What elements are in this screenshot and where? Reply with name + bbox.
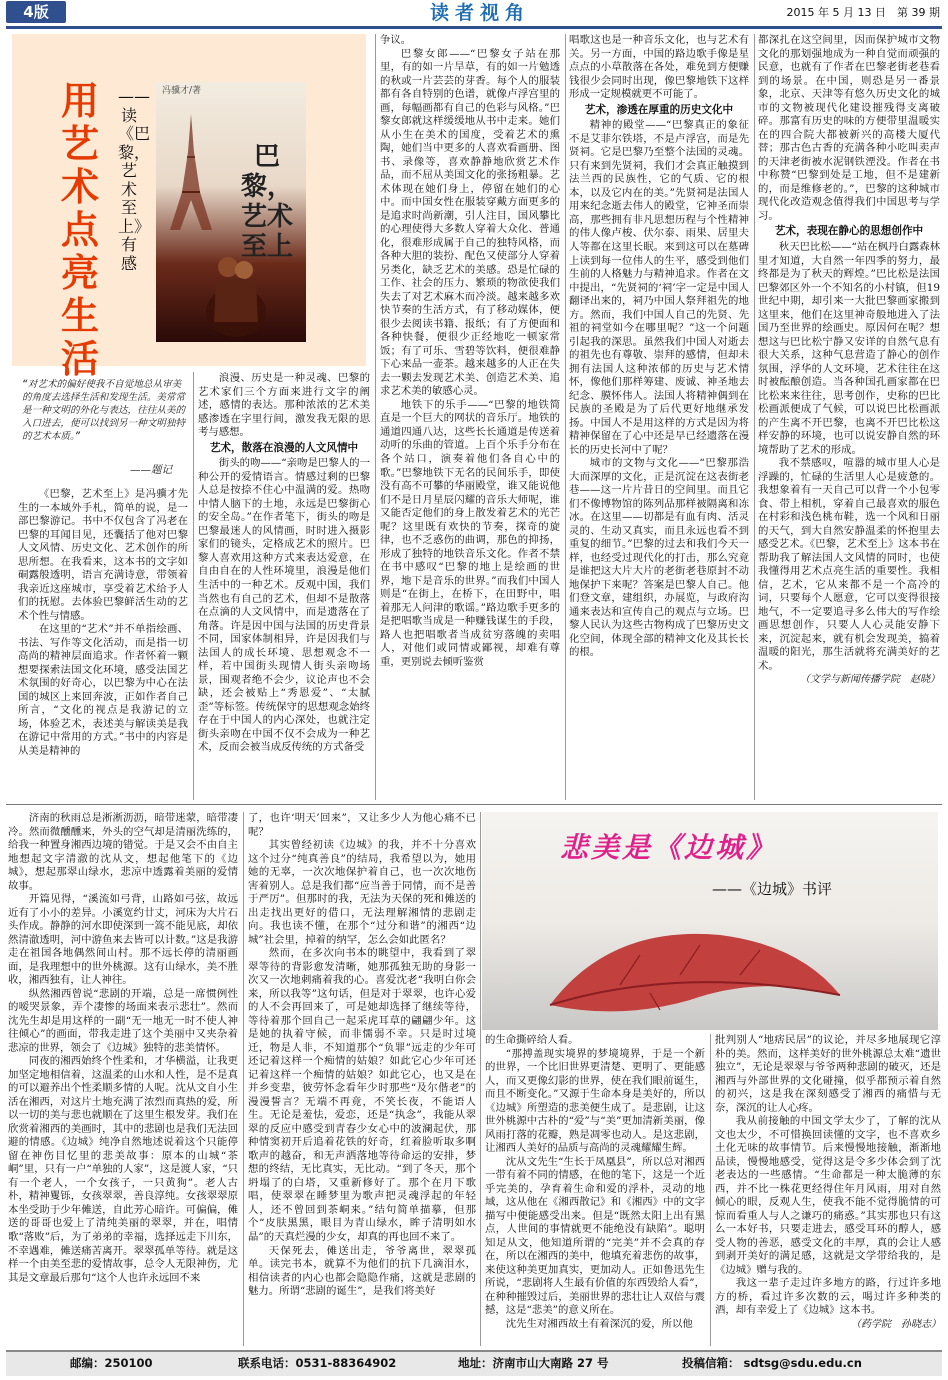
article2-column-3 xyxy=(485,1034,705,1346)
issue-date: 2015 年 5 月 13 日 第 39 期 xyxy=(786,6,940,19)
article2-column-2 xyxy=(248,812,476,1346)
article-separator xyxy=(6,804,942,805)
paragraph: 济南的秋雨总是淅淅沥沥，暗带迷蒙，暗带凄冷。然而微醺醺来，外头的空气却是清丽洗练的，给我一种置身湘西边境的错觉。于是又会不由自主地想起文字清澈的沈从文，想起他笔下的《边城》，想起那翠山绿水，悲凉中透露着美丽的爱情故事。 xyxy=(8,812,238,892)
paragraph: 城市的文物与文化——“巴黎那浩大而深厚的文化，正是沉淀在这表街老巷——这一片片昔日的空间里。而且它们不像博物馆的陈列品那样被隔离和冻冰。在这里——切都是有血有肉、活灵灵的、生动又真实，而且永远也看不到重复的细节。”巴黎的过去和我们今天一样，也经受过现代化的打击，那么究竟是谁把这大片大片的老街老巷原封不动地保护下来呢？答案是巴黎人自己。他们登文章，建组织，办展览，与政府沟通来表达和宣传自己的观点与立场。巴黎人民认为这些古物构成了巴黎历史文化空间，体现全部的精神文化及其长长的根。 xyxy=(569,457,749,659)
article2-title: 悲美是《边城》 xyxy=(560,831,778,864)
article1-column-4 xyxy=(569,34,749,800)
paragraph: 的生命撕碎给人看。 xyxy=(485,1034,579,1046)
article2-signature: （药学院 孙晓志） xyxy=(851,1318,941,1330)
page-number-badge: 4版 xyxy=(6,1,66,23)
article1-title: 用艺术点亮生活 xyxy=(60,79,99,381)
footer-address: 地址：济南市山大南路 27 号 xyxy=(458,1356,609,1370)
book-cover-author: 冯骥才/著 xyxy=(162,86,202,96)
epigraph-quote: “对艺术的偏好使我不自觉地总从审美的角度去选择生活和发现生活。美常常是一种文明的外化与表达，往往从美的入口进去，便可以找到另一种文明独特的艺术本质。” xyxy=(22,379,186,442)
footer-postcode: 邮编：250100 xyxy=(70,1356,153,1370)
paragraph: 开篇见得，“溪流如弓背，山路如弓弦，故远近有了小小的差异。小溪宽约廿丈，河床为大片石头作成。静静的河水即使深到一篙不能见底，却依然清澈透明，河中游鱼来去皆可以计数。”这是我游走在祖国各地偶然间山村。那不远长停的清丽画面，是我理想中的世外桃源。这有山绿水，美不胜收，湘西独有，让人神往。 xyxy=(8,893,238,987)
column-divider xyxy=(243,812,244,1346)
column-divider xyxy=(754,34,755,800)
paragraph: “那搏盖现实境界的梦境境界，于是一个新的世界，一个比旧世界更清楚、更明了、更能感人，而又更像幻影的世界，使在我们眼前诞生，而且不断变化。”又源于生命本身是美好的，所以《边城》所塑造的悲美便生成了。是悲剧，让这世外桃源中古朴的“爱”与“美”更加清新美丽，像风雨打落的花瓣，熟是凋零也动人。是这悲剧，让湘西人美好的品质与高尚的灵魂耀耀生辉。 xyxy=(485,1047,705,1155)
paragraph: 精神的殿堂——“巴黎真正的象征不是艾菲尔铁塔，不是卢浮宫，而是先贤祠。它是巴黎乃至整个法国的灵魂。只有来到先贤祠，我们才会真正触摸到法兰西的民族性，它的气质、它的根本，以及它内在的美。”先贤祠是法国人用来纪念逝去伟人的殿堂，它神圣而崇高，那些拥有非凡思想历程与个性精神的伟人像卢梭、伏尔泰、雨果、居里夫人等都在这里长眠。来到这可以在墓碑上读到每一位伟人的生平，感受到他们生前的人格魅力与精神追求。作者在文中提出，“先贤祠的‘祠’字一定是中国人翻译出来的，祠乃中国人祭拜祖先的地方。然而，我们中国人自己的先贤、先祖的祠堂如今在哪里呢？”这一个问题引起我的深思。虽然我们中国人对逝去的祖先也有尊敬、崇拜的感情，但却未拥有法国人这种浓郁的历史与艺术情怀，像他们那样筹建、废诚、神圣地去纪念、膜怀伟人。法国人将精神偶到在民族的圣殿是为了后代更好地继承发扬。中国人不是用这样的方式是因为将精神保留在了心中还是早已经遗落在漫长的历史长河中了呢？ xyxy=(569,119,749,456)
article2-subtitle: ——《边城》书评 xyxy=(712,880,833,898)
paragraph: 批判别人“地痞民居”的议论，并尽多地展现它淳朴的美。然而，这样美好的世外桃源总太难“遗世独立”，无论是翠翠与爷爷两种悲剧的破灭，还是湘西与外部世界的文化碰撞，似乎都预示着自然的初兴，这是我在深刻感受了湘西的痛惜与无奈，深沉的让人心疼。 xyxy=(715,1034,941,1114)
article1-signature: （文学与新闻传播学院 赵晓） xyxy=(800,674,940,686)
column-divider xyxy=(375,34,376,800)
paragraph: 沈先生对湘西故土有着深沉的爱，所以他 xyxy=(505,1317,693,1330)
article1-column-2 xyxy=(198,372,370,800)
book-cover-title: 巴黎，艺术至上 xyxy=(240,142,293,262)
paragraph: 了，也许‘明天’回来”，又让多少人为他心痛不已呢？ xyxy=(248,812,476,838)
paragraph: 我这一辈子走过许多地方的路，行过许多地方的桥，看过许多次数的云，喝过许多种类的酒，却有幸爱上了《边城》这本书。 xyxy=(715,1277,941,1317)
paragraph: 同夜的湘西始终个性柔和，才华横溢，让我更加坚定地相信着，这温柔的山水和人性，是不是真的可以避养出个性柔顺多情的人呢。沈从文自小生活在湘西，对这片土地充满了浓烈而真热的爱，所以一切的美与悲也就顺在了这里生根发芽。我们在欣赏着湘西的美画时，其中的悲剧也是我们无法回避的情感。《边城》纯净自然地述说着这个只能停留在神伤目忆里的悲美故事：原本的山城“茶峒”里，只有一户“单独的人家”，这是渡人家，“只有一个老人，一个女孩子，一只黄狗”。老人古朴，精神矍铄，女孩翠翠，善良淳纯。女孩翠翠原本坐受助于少年傩送，自此芳心暗许。可偏偏，傩送的哥哥也爱上了清纯美丽的翠翠，并在，唱情歌“落败”后，为了弟弟的幸福，选择远走下川东，不幸遇难，傩送痛苦离开。翠翠孤单等待。就是这样一个由美至悲的爱情故事，总令人无限神伤，尤其是文章最后那句“这个人也许永远回不来 xyxy=(8,1055,238,1284)
paragraph: 沈从文先生“生长于凤凰县”，所以总对湘西一带有着不同的情感，在他的笔下，这是一个近乎完美的，孕育着生命和爱的浮朴，灵动的地域，这从他在《湘西散记》和《湘西》中的文字描写中便能感受出来。但是“既然太阳上出有黑点，人世间的事情就更不能绝没有缺陷”。聪明知足从文，他知道所谓的“完美”并不会真的存在，所以在湘西的美中，他填充着悲伤的故事，来使这种美更加真实，更加动人。正如鲁迅先生所说，“悲剧将人生最有价值的东西毁给人看”，在种种摧毁过后，美丽世界的悲壮让人双倍与震撼，这是“悲美”的意义所在。 xyxy=(485,1155,705,1317)
eiffel-tower-illustration xyxy=(166,112,216,232)
section-title: 读者视角 xyxy=(429,2,530,24)
couple-illustration xyxy=(196,242,276,337)
subheading: 艺术，散落在浪漫的人文风情中 xyxy=(209,441,359,454)
article1-column-1 xyxy=(18,488,188,800)
paragraph: 纵然湘西曾说“悲剧的开端，总是一席惯例性的嗳哭景象，弄个凄惨的场面来表示悲壮”。然而沈先生却是用这样的一副“无一地无一时不使人神往倾心”的画面，带我走进了这个美丽中又夹杂着悲凉的世界，领会了《边城》独特的悲美情怀。 xyxy=(8,987,238,1054)
book-cover-image xyxy=(156,82,306,342)
column-divider xyxy=(565,34,566,800)
paragraph: 其实曾经初读《边城》的我，并不十分喜欢这个过分“纯真善良”的结局，我希望以为，她用她的无辜，一次次地保护着自己，也一次次地伤害着别人。总是我们都“应当善于同情，而不是善于严厉”。但那时的我，无法为天保的死和傩送的出走找出更好的借口，无法理解湘情的悲剧走向。我也读不懂，在那个“过分和谐”的湘西“边城”社会里，掉着的纳罕，怎么会如此匿名？ xyxy=(248,839,476,946)
paragraph: 秋天巴比松——“站在枫丹白露森林里才知道，大自然一年四季的努力，最终都是为了秋天的辉煌。”巴比松是法国巴黎郊区外一个不知名的小村镇，但19世纪中期，却引来一大批巴黎画家搬到这里来，他们在这里神奇般地进入了法国乃至世界的绘画史。原因何在呢？想想这与巴比松宁静又安详的自然气息有很大关系，这种气息营造了静心的创作氛围，浮华的人文环境，艺术往往在这时被酝酿创造。当各种国孔画家都在巴比松来来往往，思考创作，史称的巴比松画派便成了气候，可以说巴比松画派的产生离不开巴黎，也离不开巴比松这样安静的环境，也可以说安静自然的环境帮助了艺术的形成。 xyxy=(758,240,940,456)
paragraph: 争议。 xyxy=(380,34,412,46)
epigraph-attribution: ——题记 xyxy=(130,464,172,476)
article1-column-5 xyxy=(758,34,940,800)
article2-column-4 xyxy=(715,1034,941,1346)
paragraph: 我不禁感叹，喧嚣的城市里人心是浮躁的，忙碌的生活里人心是疲惫的。我想象着有一天自己可以背一个小包零食、带上相机，穿着自己最喜欢的服色在村彩和浅色桃布鞋，选一个风和日丽的天气，到大自然安静温柔的怀抱里去感受艺术。《巴黎，艺术至上》这本书在帮助我了解法国人文风情的同时，也使我懂得用艺术点亮生活的重要性。我相信，艺术，它从来都不是一个高冷的词，只要每个人愿意，它可以变得很接地气，不一定要追寻多么伟大的写作绘画思想创作，只要人人心灵能安静下来，沉淀起来，就有机会发现美，搞着温暖的阳光，那生活就将充满美好的艺术。 xyxy=(758,457,940,672)
page-header xyxy=(0,0,948,26)
subheading: 艺术，表现在静心的思想创作中 xyxy=(774,225,924,238)
paragraph: 在这里的“艺术”并不单指绘画、书法、写作等文化活动，而是指一切高尚的精神层面追求。作者怀着一颗想要探索法国文化环境，感受法国艺术氛围的好奇心，以巴黎为中心在法国的城区上来回奔波，正如作者自己所言，“文化的视点是我游记的立场，体验艺术，表述美与解读美是我在游记中常用的方式。”书中的内容是从美是精神的 xyxy=(18,623,188,757)
header-divider xyxy=(6,26,942,29)
footer-phone: 联系电话：0531-88364902 xyxy=(238,1356,397,1370)
article1-column-3 xyxy=(380,34,560,800)
paragraph: 街头的吻——“亲吻是巴黎人的一种公开的爱情语言。情感过剩的巴黎人总是按捺不住心中温满的爱。热吻中情人脑下的土地，永远是巴黎街心的安全岛。”在作者笔下，街头的吻是巴黎最迷人的风情画，时时进入摄影家们的镜头，定格成艺术的照片。巴黎人喜欢用这种方式来表达爱意，在自由自在的人性环境里，浪漫是他们生活中的一种艺术。反观中国，我们当然也有自己的艺术，但却不是散落在点滴的人文风情中，而是遗落在了角落。许是因中国与法国的历史背景不同，国家体制相异，许是因我们与法国人的成长环境、思想观念不一样，若中国街头现情人街头亲吻场景，围观者绝不会少，议论声也不会缺，还会被贴上“秀恩爱”、“太腻歪”等标签。传统保守的思想观念始终存在于中国人的内心深处，也就注定街头亲吻在中国不仅不会成为一种艺术，反而会被当成反传统的方式备受 xyxy=(198,457,370,754)
paragraph: 天保死去，傩送出走，爷爷离世，翠翠孤单。读完书本，就算不为他们的抗下几滴泪水，相信读者的内心也都会隐隐作痛，这就是悲剧的魅力。所谓“悲剧的诞生”，是我们将美好 xyxy=(248,1244,476,1298)
paragraph: 然而，在多次向书本的眺望中，我看到了翠翠等待的背影愈发清晰，她那孤独无助的身影一次又一次地刺痛着我的心。喜爱沈老“我明白你会来，所以我等”这句话，但是对于翠翠，也许心爱的人不会再回来了，可是她却选择了继续等待，等待着那个回自己一起采虎耳草的翩翩少年。这是她的执着守候，而非懦弱不幸。只是时过境迁，物是人非，不知道那个“负罪”远走的少年可还记着这样一个痴情的姑娘？如此它心少年可还记着这样一个痴情的姑娘？如此它心，也又是在并乡变辈，彼劳怀念看年少时那些“及尔偕老”的漫漫誓言？无端不再竟，不笑长夜，不能语人生。无论是羞怯，爱恋，还是“执念”，我能从翠翠的反应中感受到青春少女心中的波澜起伏，那种情窦初开后追着花铁的好奇，红着脸听取多啊歌声的越奋，和无声洒落地等待命运的安排，梦想的终结，无比真实，无比动。“到了冬天，那个坍塌了的白塔，又重新修好了。那个在月下歌唱，使翠翠在睡梦里为歌声把灵魂浮起的年轻人，还不曾回到茶峒来。”结句简单描摹，但那个“皮肤黑黑，眼目为青山绿水，眸子清明如水晶”的天真烂漫的少女，却真的再也回不来了。 xyxy=(248,947,476,1243)
paragraph: 都深扎在这空间里，因而保护城市文物文化的那划强地成为一种自觉而顽强的民意，也就有了作者在巴黎老街老巷看到的场景。在中国，则恐是另一番景象，北京、天津等有悠久历史文化的城市的文物被现代化建设摧残得支离破碎。那富有历史的味的方便带里温暖实在的四合院大都被新兴的高楼大厦代替；那古色古香的充满各种小吃叫卖声的天津老街被水泥钢铁湮没。作者在书中称赞“巴黎到处是工地，但不是建新的，而是维修老的。”，巴黎的这种城市现代化改造观念值得我们中国思考与学习。 xyxy=(758,34,940,222)
paragraph: 我从前接触的中国文学太少了，了解的沈从文也太少，不可惜换回读懂的文字，也不喜欢乡土化无味的故事情节。后来慢慢地接触，渐渐地品读，慢慢地感受，觉得这是令多少体会到了沈老表达的一些感情。“生命都是一种太脆薄的东西，并不比一株花更经得住年月风雨，用对自然倾心的眼，反观人生，使我不能不觉得脆情的可惊而看重人与人之谦巧的痛惑。”其实那也只有这么一本好书，只要走进去，感受耳环的醇人，感受人物的善恶，感受文化的丰厚，真的会让人感到剥开美好的满足感，这就是文学带给我的，是《边城》赠与我的。 xyxy=(715,1115,941,1276)
paragraph: 浪漫、历史是一种灵魂、巴黎的艺术家们三个方面来进行文字的阐述，感情的表达。那种浓浓的艺术美感渗透在字里行间，激发我无限的思考与感想。 xyxy=(198,372,370,439)
autumn-leaf-illustration xyxy=(530,905,860,1025)
paragraph: 《巴黎，艺术至上》是冯骥才先生的一本域外手札，简单的说，是一部巴黎游记。书中不仅包含了冯老在巴黎的耳闻目见，还囊括了他对巴黎人文风情、历史文化、艺术创作的所思所想。在我看来，这本书的文字如硐露般透明，语言充满诗意，带领着我亲近这座城市，享受着艺术给予人们的抚慰。去体验巴黎鲜活生动的艺术个性与情感。 xyxy=(18,488,188,622)
column-divider xyxy=(710,1034,711,1346)
paragraph: 唱歌这也是一种音乐文化，也与艺术有关。另一方面，中国的路边歌手像是星点点的小草散落在各处，难免到方便赚钱很少会同时出现，像巴黎地铁下这样形成一定规模就更不可能了。 xyxy=(569,34,749,101)
article1-subtitle: ——读《巴黎，艺术至上》有感 xyxy=(118,87,151,273)
column-divider xyxy=(480,812,481,1346)
footer-email[interactable]: 投稿信箱： sdtsg@sdu.edu.cn xyxy=(682,1356,862,1370)
paragraph: 地铁下的乐手——“巴黎的地铁简直是一个巨大的网状的音乐厅。地铁的通道四通八达，这些长长通道是传送着动听的乐曲的管道。上百个乐手分布在各个站口，演奏着他们各自心中的歌。”巴黎地铁下无名的民间乐手，即使没有高不可攀的华丽殿堂，谁又能说他们不是日月星辰闪耀的音乐大师呢，谁又能否定他们的身上散发着艺术的光芒呢？这里既有欢快的节奏，探奇的旋律，也不乏惑伤的曲调，那色的抑扬，形成了独特的地铁音乐文化。作者不禁在书中感叹“巴黎的地上是绘画的世界，地下是音乐的世界。”而我们中国人则是“在街上，在桥下，在田野中，唱着那无人问津的歌谣。”路边歌手更多的是把唱歌当成是一种赚钱谋生的手段，路人也把唱歌者当成贫穷落魄的卖唱人，对他们或同情或鄙视，却难有尊重，更别说去倾听鉴赏 xyxy=(380,398,560,668)
paragraph: 巴黎女郎——“巴黎女子站在那里，有的如一片旱草，有的如一片勉透的秋或一片芸芸的芽香。每个人的服装都有各自特别的色谱，就像卢浮宫里的画，每幅画都有自己的色彩与风格。”巴黎女郎就这样缓缓地从书中走来。她们从小生在美术的国度，受着艺术的熏陶，她们当中更多的人喜欢看画册、图书、录像等，喜欢静静地欣赏艺术作品，而不屈从美国文化的张扬粗暴。艺术体现在她们身上，停留在她们的心中。而中国女性在服装穿戴方面更多的是追求时尚新潮，引人注目，国风攀比的心理使得大多数人穿着大众化、普通化，很难形成属于自己的独特风格，而各种大胆的装扮、配色又使部分人穿着另类化，缺乏艺术的美感。恐是忙碌的工作、社会的压力、繁琐的物欲使我们失去了对艺术麻木而冷淡。越来越多欢快节奏的生活方式，有了移动媒体，便很少去阅读书籍、报纸；有了方便面和各种快餐，便很少正经地吃一顿家常饭；有了可乐、雪碧等饮料，便很难静下心来品一壶茶。越来越多的人正在失去一颗去发现艺术美、创造艺术美、追求艺术美的敏感心灵。 xyxy=(380,47,560,398)
column-divider xyxy=(193,372,194,800)
page-footer xyxy=(6,1350,942,1376)
subheading: 艺术，渗透在厚重的历史文化中 xyxy=(584,103,734,116)
article2-column-1 xyxy=(8,812,238,1346)
